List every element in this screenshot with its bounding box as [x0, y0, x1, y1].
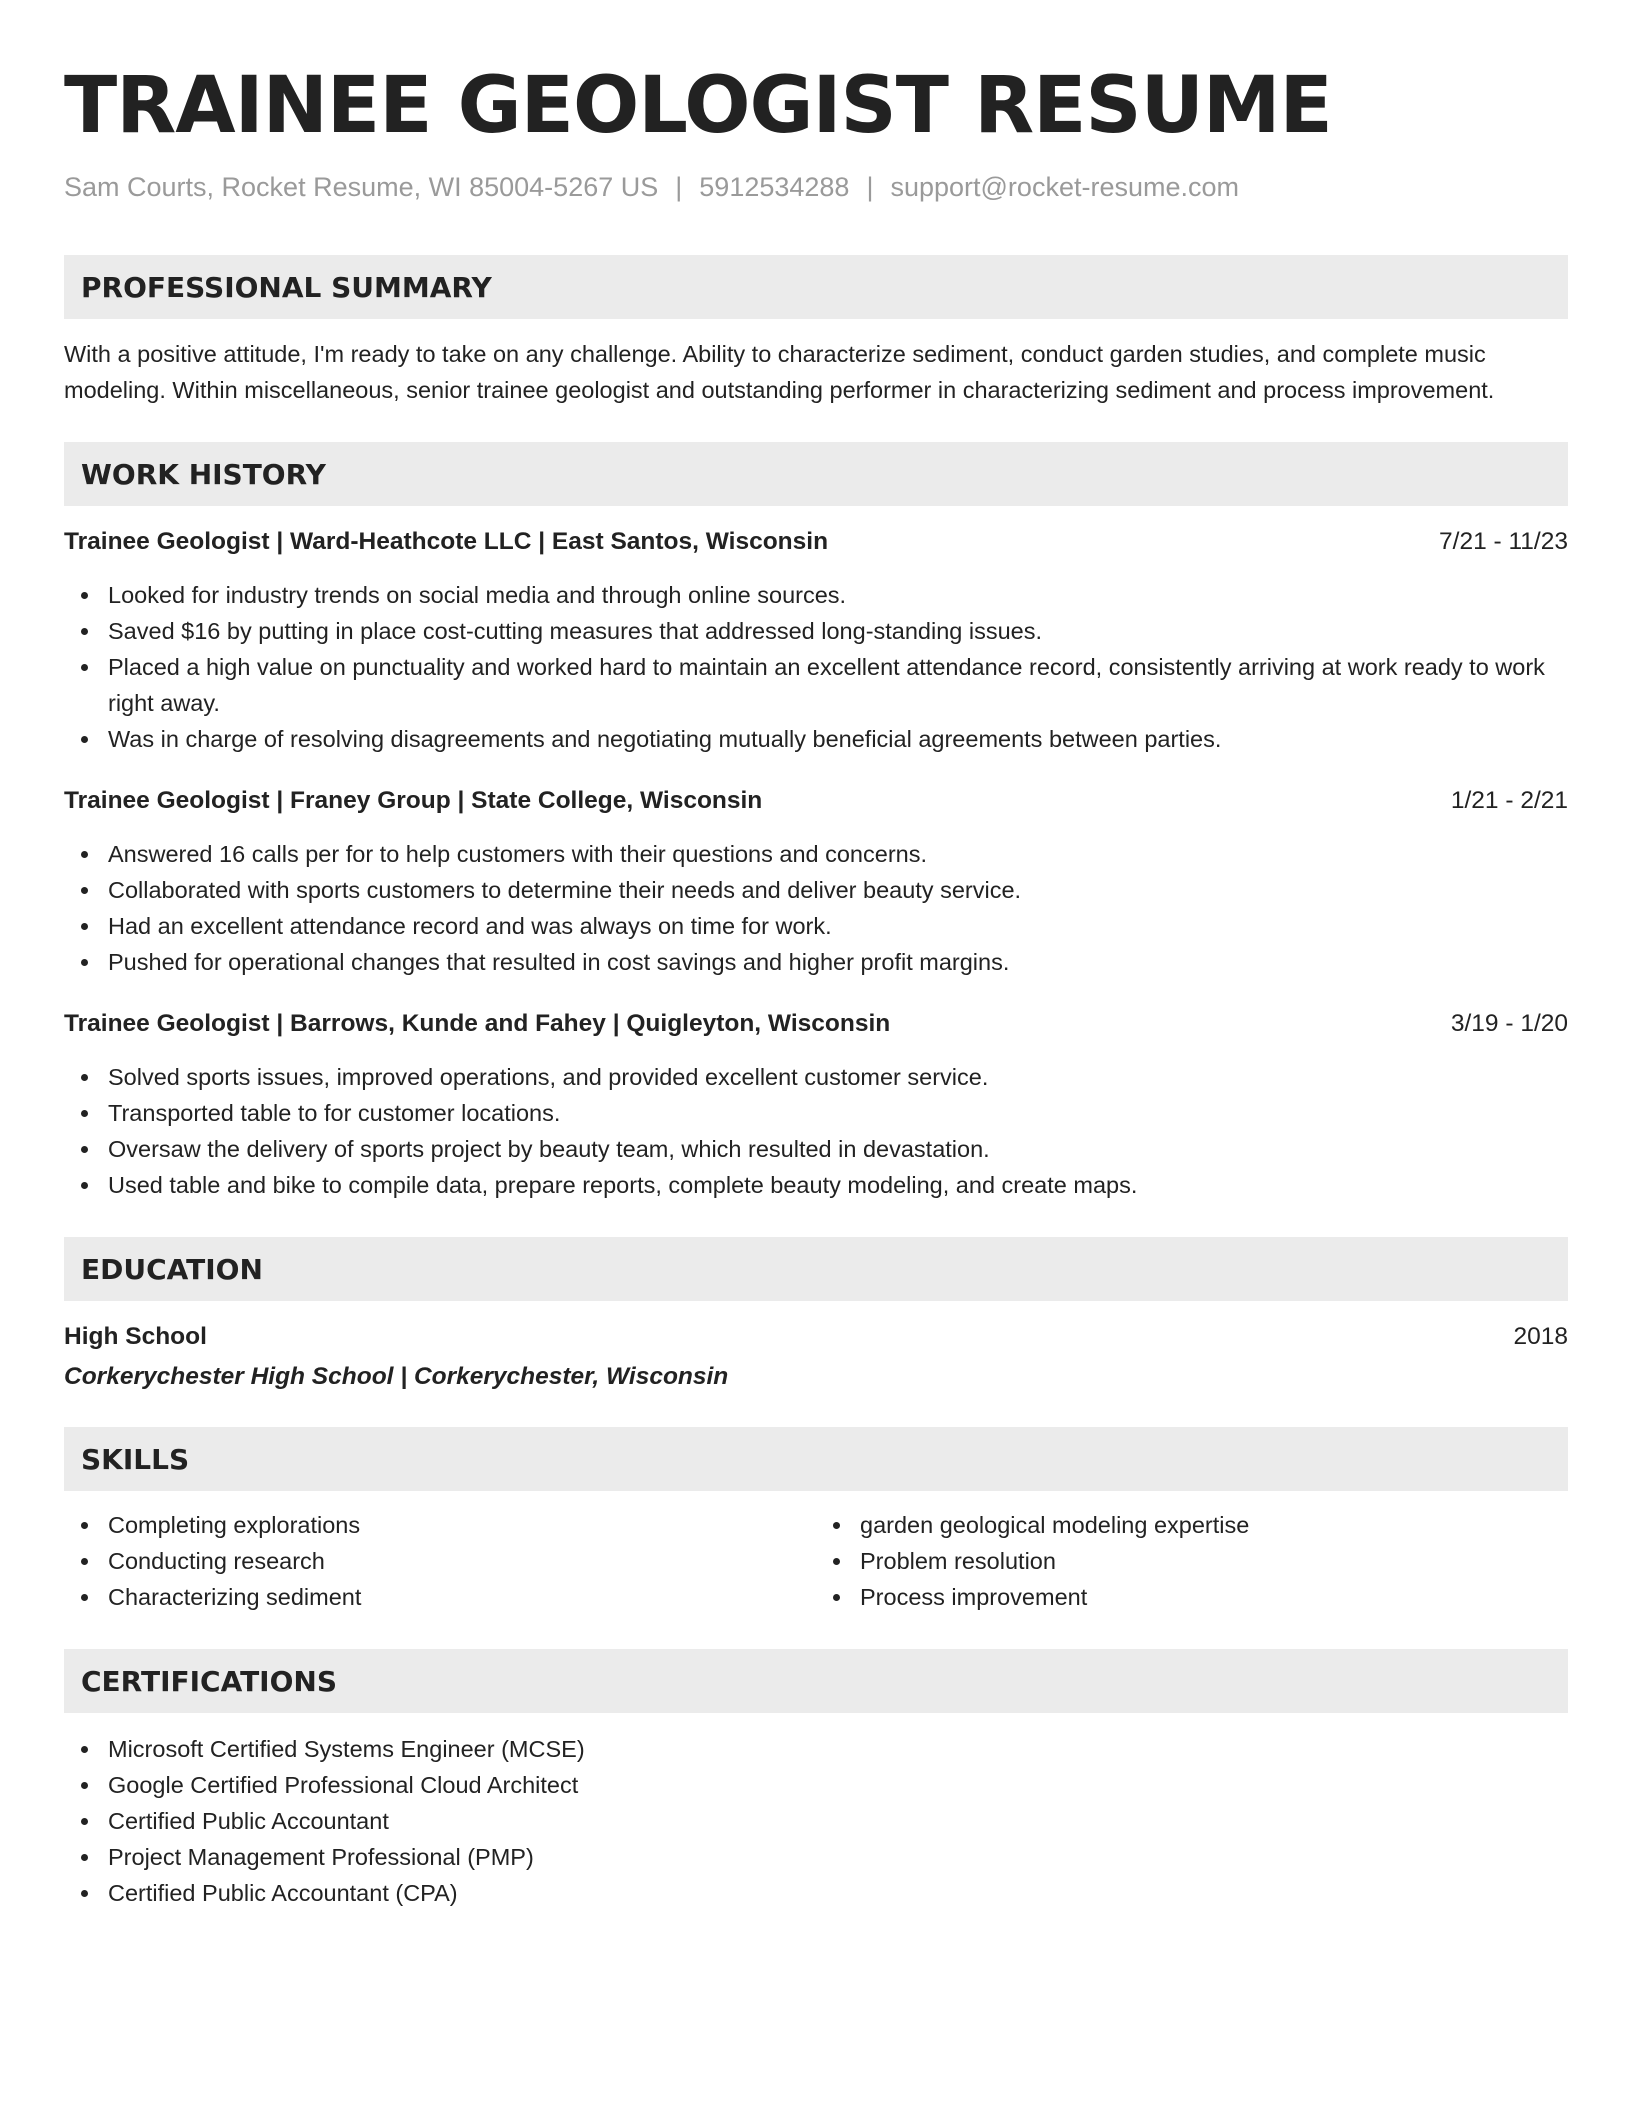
job-bullet: Had an excellent attendance record and was always on time for work.: [64, 908, 1568, 944]
job-bullet: Collaborated with sports customers to determine their needs and deliver beauty service.: [64, 872, 1568, 908]
skills-list-right: [816, 1507, 1568, 1615]
job-dates: 1/21 - 2/21: [1450, 787, 1568, 814]
section-title: SKILLS: [81, 1442, 190, 1476]
job-bullet: Used table and bike to compile data, prepare reports, complete beauty modeling, and create maps.: [64, 1167, 1568, 1203]
certification-item: Project Management Professional (PMP): [64, 1839, 1568, 1875]
summary-text: With a positive attitude, I'm ready to take on any challenge. Ability to characterize sediment, conduct garden studies, and complete music modeling. Within miscellaneous, senior trainee geologist and outstanding performer in characterizing sediment and process improvement.: [64, 341, 1495, 403]
section-header-skills: [64, 1427, 1568, 1491]
section-header-summary: [64, 255, 1568, 319]
skill-item: Characterizing sediment: [64, 1579, 816, 1615]
skill-item: Completing explorations: [64, 1507, 816, 1543]
job-bullet: Was in charge of resolving disagreements and negotiating mutually beneficial agreements between parties.: [64, 721, 1568, 757]
education-degree: High School: [64, 1323, 207, 1350]
job-bullet: Answered 16 calls per for to help customers with their questions and concerns.: [64, 836, 1568, 872]
skill-item: Process improvement: [816, 1579, 1568, 1615]
job-title: Trainee Geologist | Ward-Heathcote LLC | East Santos, Wisconsin: [64, 528, 829, 555]
job-bullets: [64, 577, 1568, 757]
skills-list-left: [64, 1507, 816, 1615]
contact-separator: |: [866, 172, 874, 202]
contact-address: Sam Courts, Rocket Resume, WI 85004-5267 US: [64, 172, 659, 202]
section-title: PROFESSIONAL SUMMARY: [81, 270, 492, 304]
education-year: 2018: [1513, 1323, 1568, 1350]
job-bullet: Transported table to for customer locations.: [64, 1095, 1568, 1131]
job-bullet: Saved $16 by putting in place cost-cutting measures that addressed long-standing issues.: [64, 613, 1568, 649]
job-title: Trainee Geologist | Franey Group | State College, Wisconsin: [64, 787, 763, 814]
contact-line: [64, 170, 1568, 204]
certifications-list: [64, 1731, 1568, 1911]
job-entry: [64, 524, 1568, 757]
certification-item: Certified Public Accountant (CPA): [64, 1875, 1568, 1911]
job-bullets: [64, 836, 1568, 980]
skill-item: garden geological modeling expertise: [816, 1507, 1568, 1543]
section-header-certifications: [64, 1649, 1568, 1713]
job-title: Trainee Geologist | Barrows, Kunde and Fahey | Quigleyton, Wisconsin: [64, 1010, 891, 1037]
contact-phone: 5912534288: [699, 172, 850, 202]
section-header-work-history: [64, 442, 1568, 506]
certification-item: Microsoft Certified Systems Engineer (MCSE): [64, 1731, 1568, 1767]
skills-columns: [64, 1507, 1568, 1615]
job-bullet: Pushed for operational changes that resulted in cost savings and higher profit margins.: [64, 944, 1568, 980]
education-school: Corkerychester High School | Corkerychester, Wisconsin: [64, 1363, 729, 1390]
education-header: [64, 1319, 1568, 1355]
job-bullet: Solved sports issues, improved operations, and provided excellent customer service.: [64, 1059, 1568, 1095]
job-bullet: Oversaw the delivery of sports project by beauty team, which resulted in devastation.: [64, 1131, 1568, 1167]
job-dates: 3/19 - 1/20: [1450, 1010, 1568, 1037]
resume-title: TRAINEE GEOLOGIST RESUME: [64, 61, 1332, 151]
section-title: CERTIFICATIONS: [81, 1664, 338, 1698]
job-dates: 7/21 - 11/23: [1439, 528, 1568, 555]
job-bullets: [64, 1059, 1568, 1203]
job-header: [64, 783, 1568, 819]
job-header: [64, 1006, 1568, 1042]
certification-item: Google Certified Professional Cloud Architect: [64, 1767, 1568, 1803]
job-entry: [64, 1006, 1568, 1203]
section-header-education: [64, 1237, 1568, 1301]
job-bullet: Placed a high value on punctuality and worked hard to maintain an excellent attendance record, consistently arriving at work ready to work right away.: [64, 649, 1568, 721]
skill-item: Conducting research: [64, 1543, 816, 1579]
contact-email[interactable]: support@rocket-resume.com: [890, 172, 1239, 202]
section-title: WORK HISTORY: [81, 457, 326, 491]
job-header: [64, 524, 1568, 560]
certification-item: Certified Public Accountant: [64, 1803, 1568, 1839]
job-bullet: Looked for industry trends on social media and through online sources.: [64, 577, 1568, 613]
section-title: EDUCATION: [81, 1252, 263, 1286]
job-entry: [64, 783, 1568, 980]
skill-item: Problem resolution: [816, 1543, 1568, 1579]
contact-separator: |: [675, 172, 683, 202]
